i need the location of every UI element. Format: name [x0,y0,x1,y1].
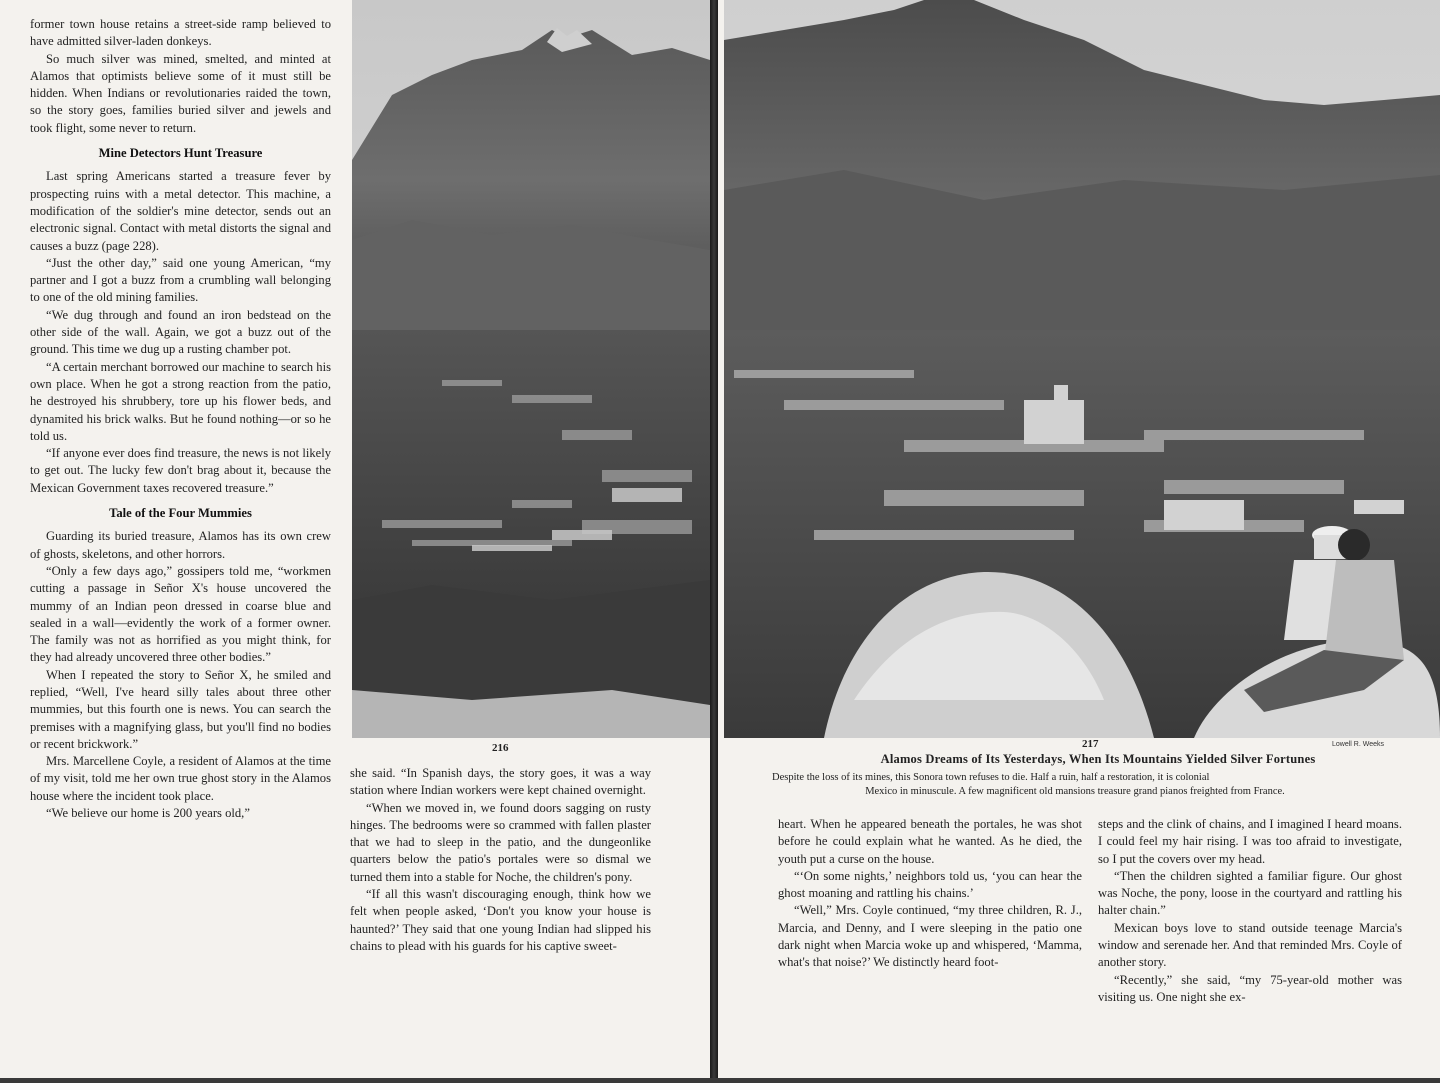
paragraph: Last spring Americans started a treasure fever by prospecting ruins with a metal detector. This machine, a modification of the soldier's mine detector, sends out an electronic signal. Contact with metal distorts the signal and causes a buzz (page 228). [30,169,331,253]
mountain-town-photo-left [352,0,710,738]
paragraph: “‘On some nights,’ neighbors told us, ‘you can hear the ghost moaning and rattling his chains.’ [778,868,1082,901]
paragraph: “We believe our home is 200 years old,” [46,806,250,821]
paragraph: Guarding its buried treasure, Alamos has its own crew of ghosts, skeletons, and other horrors. [30,529,331,561]
paragraph: she said. “In Spanish days, the story goes, it was a way station where Indian workers were kept chained overnight. [350,766,651,798]
paragraph: “Then the children sighted a familiar figure. Our ghost was Noche, the pony, loose in the courtyard and rattling his halter chain.” [1098,868,1402,918]
left-column-2 [350,765,651,955]
photo-caption-title: Alamos Dreams of Its Yesterdays, When Its Mountains Yielded Silver Fortunes [880,752,1316,766]
left-column-1 [30,16,331,822]
paragraph: Mrs. Marcellene Coyle, a resident of Alamos at the time of my visit, told me her own true ghost story in the Alamos house where the incident took place. [30,754,331,803]
paragraph: former town house retains a street-side ramp believed to have admitted silver-laden donkeys. [30,17,331,49]
paragraph: heart. When he appeared beneath the portales, he was shot before he could explain what he wanted. As he died, the youth put a curse on the house. [778,817,1082,866]
right-column-2 [1098,816,1402,1006]
paragraph: “When we moved in, we found doors sagging on rusty hinges. The bedrooms were so crammed with fallen plaster that we had to sleep in the patio, and the dungeonlike quarters below the patio's portales were so dismal we turned them into a stable for Noche, the children's pony. [350,800,651,884]
section-heading: Tale of the Four Mummies [109,506,252,521]
right-page [718,0,1440,1078]
mountain-town-photo-right [724,0,1440,738]
left-page [0,0,710,1078]
paragraph: “Only a few days ago,” gossipers told me, “workmen cutting a passage in Señor X's house uncovered the mummy of an Indian peon dressed in coarse blue and sealed in a wall—evidently the work of a former owner. The family was not as horrified as you might think, for they had already uncovered three other bodies.” [30,563,331,665]
paragraph: So much silver was mined, smelted, and minted at Alamos that optimists believe some of it must still be hidden. When Indians or revolutionaries raided the town, so the story goes, families buried silver and jewels and took flight, some never to return. [30,51,331,135]
page-number: 216 [492,742,509,754]
photo-caption [772,771,1378,799]
paragraph: Mexican boys love to stand outside teenage Marcia's window and serenade her. And that reminded Mrs. Coyle of another story. [1098,920,1402,970]
photo-credit: Lowell R. Weeks [1332,741,1385,748]
paragraph: “If all this wasn't discouraging enough, think how we felt when people asked, ‘Don't you know your house is haunted?’ They said that one young Indian had slipped his chains to plead with his guards for his captive sweet- [350,887,651,953]
photo-image [352,0,710,738]
caption-line: Mexico in minuscule. A few magnificent old mansions treasure grand pianos freighted from France. [865,786,1285,797]
paragraph: “Recently,” she said, “my 75-year-old mother was visiting us. One night she ex- [1098,972,1402,1004]
paragraph: “We dug through and found an iron bedstead on the other side of the wall. Again, we got a buzz out of the ground. This time we dug up a rusting chamber pot. [30,307,331,357]
paragraph: steps and the clink of chains, and I imagined I heard moans. I could feel my hair rising. I was too afraid to investigate, so I put the covers over my head. [1098,817,1402,866]
caption-line: Despite the loss of its mines, this Sonora town refuses to die. Half a ruin, half a restoration, it is colonial [772,772,1210,783]
right-column-1 [778,816,1082,972]
section-heading: Mine Detectors Hunt Treasure [98,146,263,161]
paragraph: “If anyone ever does find treasure, the news is not likely to get out. The lucky few don't brag about it, because the Mexican Government taxes recovered treasure.” [30,446,331,495]
paragraph: When I repeated the story to Señor X, he smiled and replied, “Well, I've heard silly tales about three other mummies, but this fourth one is news. You can search the premises with a magnifying glass, but you'll find no bodies or recent brickwork.” [30,667,331,751]
paragraph: “Well,” Mrs. Coyle continued, “my three children, R. J., Marcia, and Denny, and I were sleeping in the patio one dark night when Marcia woke up and whispered, ‘Mamma, what's that noise?’ We distinctly heard foot- [778,903,1082,970]
paragraph: “A certain merchant borrowed our machine to search his own place. When he got a strong reaction from the patio, he destroyed his shrubbery, tore up his flower beds, and dynamited his brick walks. But he found nothing—or so he told us. [30,359,331,443]
photo-image [724,0,1440,738]
page-number: 217 [1082,738,1099,750]
book-gutter [710,0,718,1083]
bottom-edge [0,1078,1440,1083]
paragraph: “Just the other day,” said one young American, “my partner and I got a buzz from a crumbling wall belonging to one of the old mining families. [30,255,331,305]
